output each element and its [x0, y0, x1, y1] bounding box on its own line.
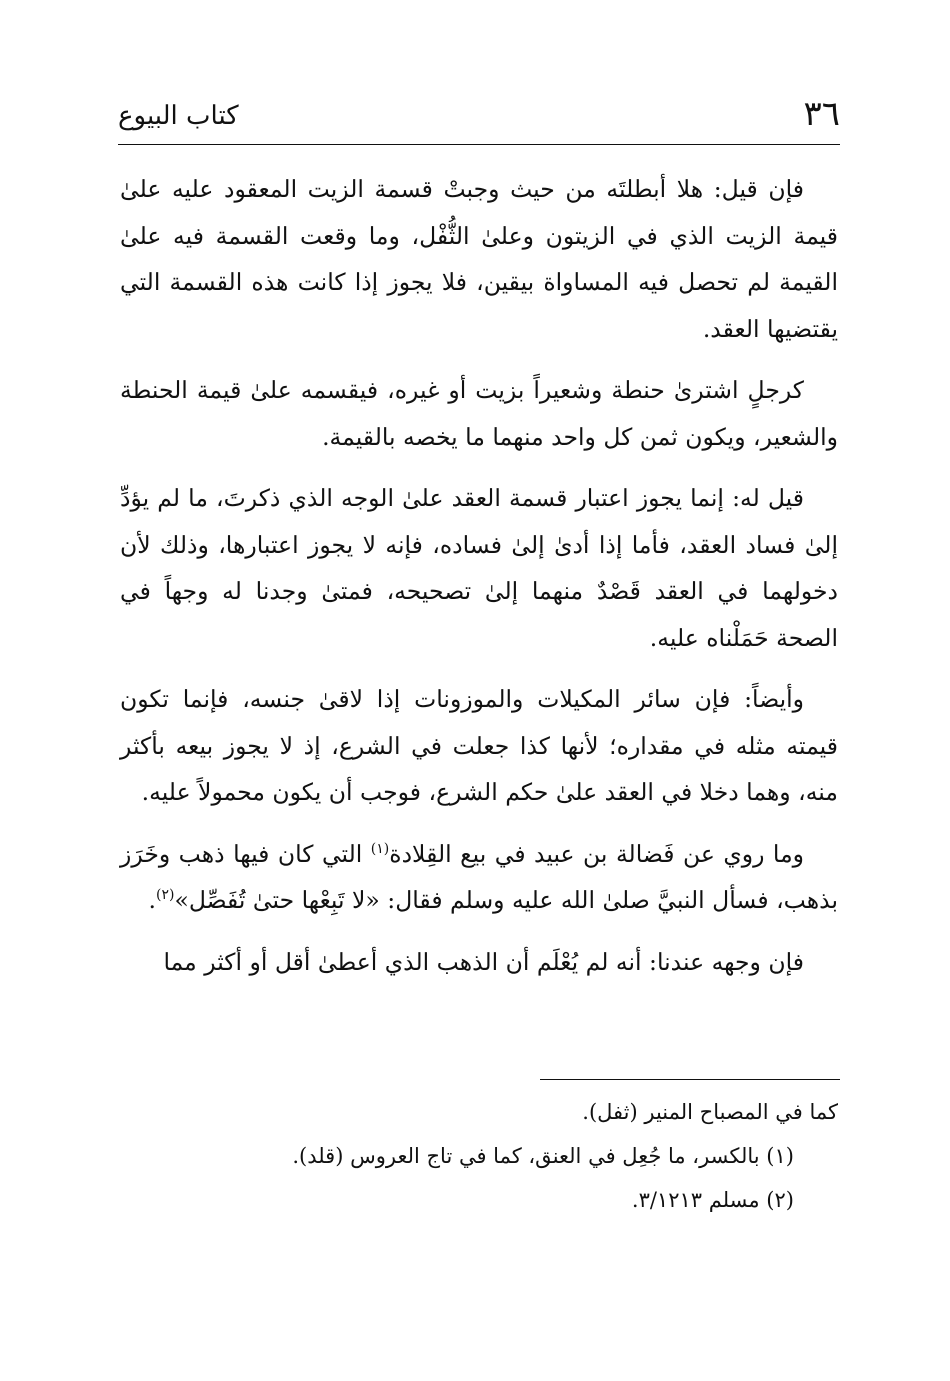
paragraph-hadith: [120, 831, 838, 924]
paragraph-also: وأيضاً: فإن سائر المكيلات والموزونات إذا لاقىٰ جنسه، فإنما تكون قيمته مثله في مقداره؛ لأنها كذا جعلت في الشرع، إذ لا يجوز بيعه بأكثر منه، وهما دخلا في العقد علىٰ حكم الشرع، فوجب أن يكون محمولاً عليه.: [120, 685, 838, 806]
header-rule: [118, 144, 840, 145]
footnote-continued: كما في المصباح المنير (ثفل).: [582, 1100, 838, 1124]
paragraph-explanation: فإن وجهه عندنا: أنه لم يُعْلَم أن الذهب الذي أعطىٰ أقل أو أكثر مما: [163, 947, 804, 976]
page-header: [118, 92, 840, 142]
hadith-text-before: وما روي عن فَضالة بن عبيد في بيع القِلادة: [389, 839, 804, 868]
footnote-rule: [540, 1079, 840, 1080]
footnote-ref-2[interactable]: (٢): [156, 887, 175, 904]
hadith-text-middle: التي كان فيها ذهب وخَرَز بذهب، فسأل النبيَّ صلىٰ الله عليه وسلم فقال: «لا تَبِعْها حتىٰ تُفَصِّل»: [120, 839, 838, 914]
paragraph-example: كرجلٍ اشترىٰ حنطة وشعيراً بزيت أو غيره، فيقسمه علىٰ قيمة الحنطة والشعير، ويكون ثمن كل واحد منهما ما يخصه بالقيمة.: [120, 376, 838, 451]
hadith-text-after: .: [148, 886, 156, 914]
page-number: ٣٦: [803, 94, 840, 134]
footnote-ref-1[interactable]: (١): [370, 840, 390, 857]
running-title: كتاب البيوع: [118, 101, 239, 131]
footnote-2: (٢) مسلم ٣/١٢١٣.: [631, 1188, 794, 1212]
footnotes: [120, 1090, 838, 1222]
paragraph-objection: فإن قيل: هلا أبطلتَه من حيث وجبتْ قسمة الزيت المعقود عليه علىٰ قيمة الزيت الذي في الزيتون وعلىٰ الثُّفْل، وما وقعت القسمة فيه علىٰ القيمة لم تحصل فيه المساواة بيقين، فلا يجوز إذا كانت هذه القسمة التي يقتضيها العقد.: [120, 175, 838, 343]
paragraph-reply: قيل له: إنما يجوز اعتبار قسمة العقد علىٰ الوجه الذي ذكرتَ، ما لم يؤدِّ إلىٰ فساد العقد، فأما إذا أدىٰ إلىٰ فساده، فإنه لا يجوز اعتبارها، وذلك لأن دخولهما في العقد قَصْدٌ منهما إلىٰ تصحيحه، فمتىٰ وجدنا له وجهاً في الصحة حَمَلْناه عليه.: [120, 484, 838, 652]
main-text: [120, 166, 838, 1000]
footnote-1: (١) بالكسر، ما جُعِل في العنق، كما في تاج العروس (قلد).: [292, 1144, 794, 1168]
